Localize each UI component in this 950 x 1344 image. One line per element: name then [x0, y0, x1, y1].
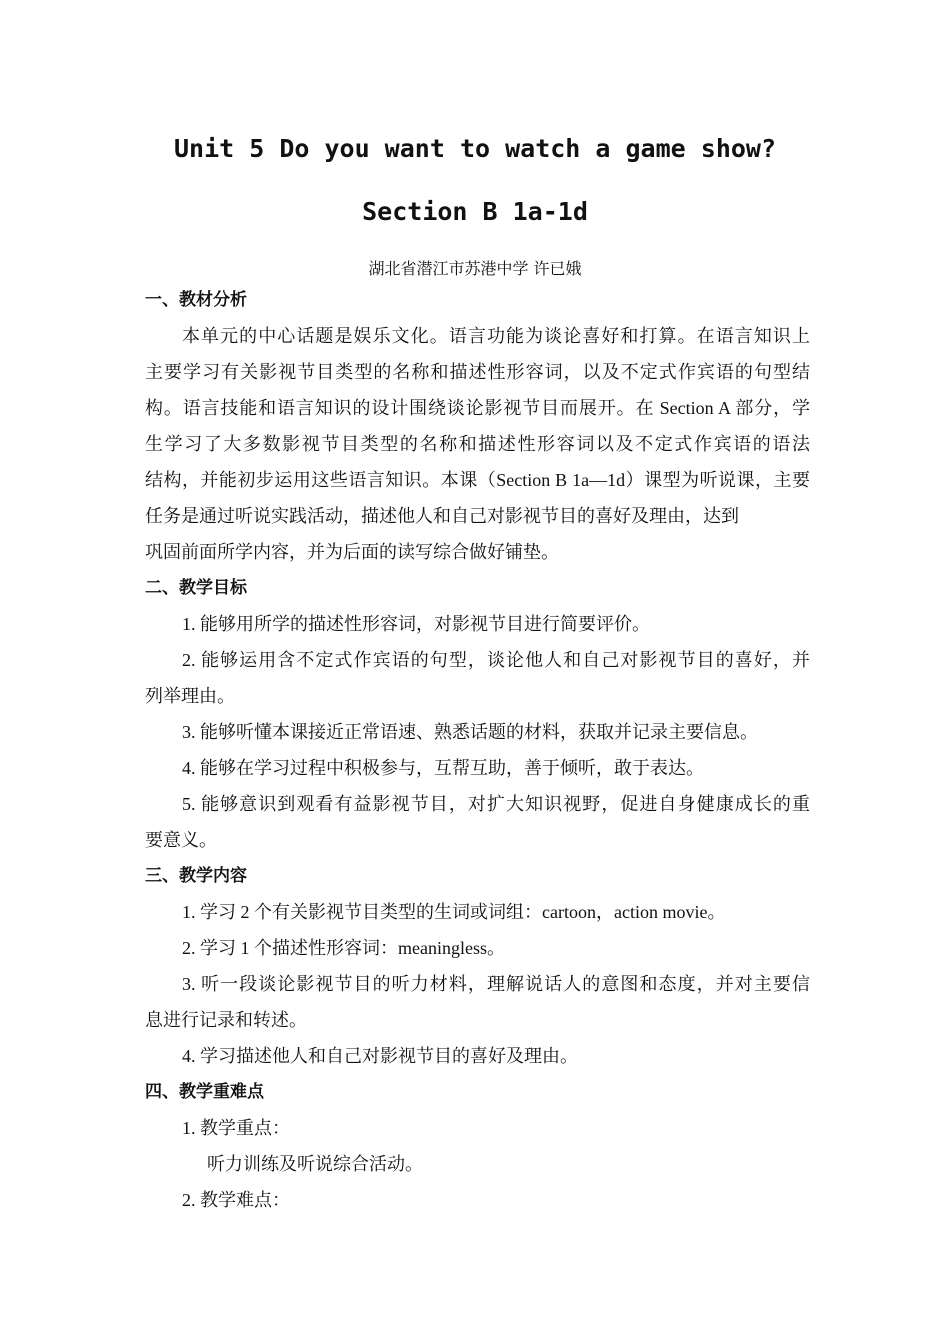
list-item: 3. 能够听懂本课接近正常语速、熟悉话题的材料，获取并记录主要信息。	[182, 722, 758, 742]
section-heading-objectives: 二、教学目标	[145, 578, 247, 598]
paragraph-line: 巩固前面所学内容，并为后面的读写综合做好铺垫。	[145, 542, 559, 562]
paragraph-line: 本单元的中心话题是娱乐文化。语言功能为谈论喜好和打算。在语言知识上	[182, 326, 810, 346]
document-subtitle: Section B 1a-1d	[362, 197, 588, 226]
list-item: 3. 听一段谈论影视节目的听力材料，理解说话人的意图和态度，并对主要信	[182, 974, 810, 994]
list-item: 1. 学习 2 个有关影视节目类型的生词或词组：cartoon，action movie。	[182, 902, 726, 922]
paragraph-line: 生学习了大多数影视节目类型的名称和描述性形容词以及不定式作宾语的语法	[145, 434, 810, 454]
section-heading-analysis: 一、教材分析	[145, 290, 247, 310]
list-item: 2. 教学难点：	[182, 1190, 290, 1210]
section-heading-key-points: 四、教学重难点	[145, 1082, 264, 1102]
list-item: 5. 能够意识到观看有益影视节目，对扩大知识视野，促进自身健康成长的重	[182, 794, 810, 814]
paragraph-line: 结构，并能初步运用这些语言知识。本课（Section B 1a—1d）课型为听说课，主要	[145, 470, 810, 490]
author-line: 湖北省潜江市苏港中学 许已娥	[368, 259, 582, 278]
paragraph-line: 主要学习有关影视节目类型的名称和描述性形容词，以及不定式作宾语的句型结	[145, 362, 810, 382]
paragraph-line: 任务是通过听说实践活动，描述他人和自己对影视节目的喜好及理由，达到	[145, 506, 739, 526]
list-item-continuation: 息进行记录和转述。	[145, 1010, 307, 1030]
list-item: 4. 能够在学习过程中积极参与，互帮互助，善于倾听，敢于表达。	[182, 758, 704, 778]
list-item-continuation: 要意义。	[145, 830, 217, 850]
list-item-detail: 听力训练及听说综合活动。	[207, 1154, 423, 1174]
list-item: 2. 学习 1 个描述性形容词：meaningless。	[182, 938, 505, 958]
paragraph-line: 构。语言技能和语言知识的设计围绕谈论影视节目而展开。在 Section A 部分，学	[145, 398, 810, 418]
list-item: 1. 教学重点：	[182, 1118, 290, 1138]
list-item: 2. 能够运用含不定式作宾语的句型，谈论他人和自己对影视节目的喜好，并	[182, 650, 810, 670]
document-title: Unit 5 Do you want to watch a game show?	[173, 134, 777, 163]
list-item: 4. 学习描述他人和自己对影视节目的喜好及理由。	[182, 1046, 578, 1066]
list-item-continuation: 列举理由。	[145, 686, 235, 706]
section-heading-content: 三、教学内容	[145, 866, 247, 886]
document-body	[145, 282, 810, 1218]
list-item: 1. 能够用所学的描述性形容词，对影视节目进行简要评价。	[182, 614, 650, 634]
